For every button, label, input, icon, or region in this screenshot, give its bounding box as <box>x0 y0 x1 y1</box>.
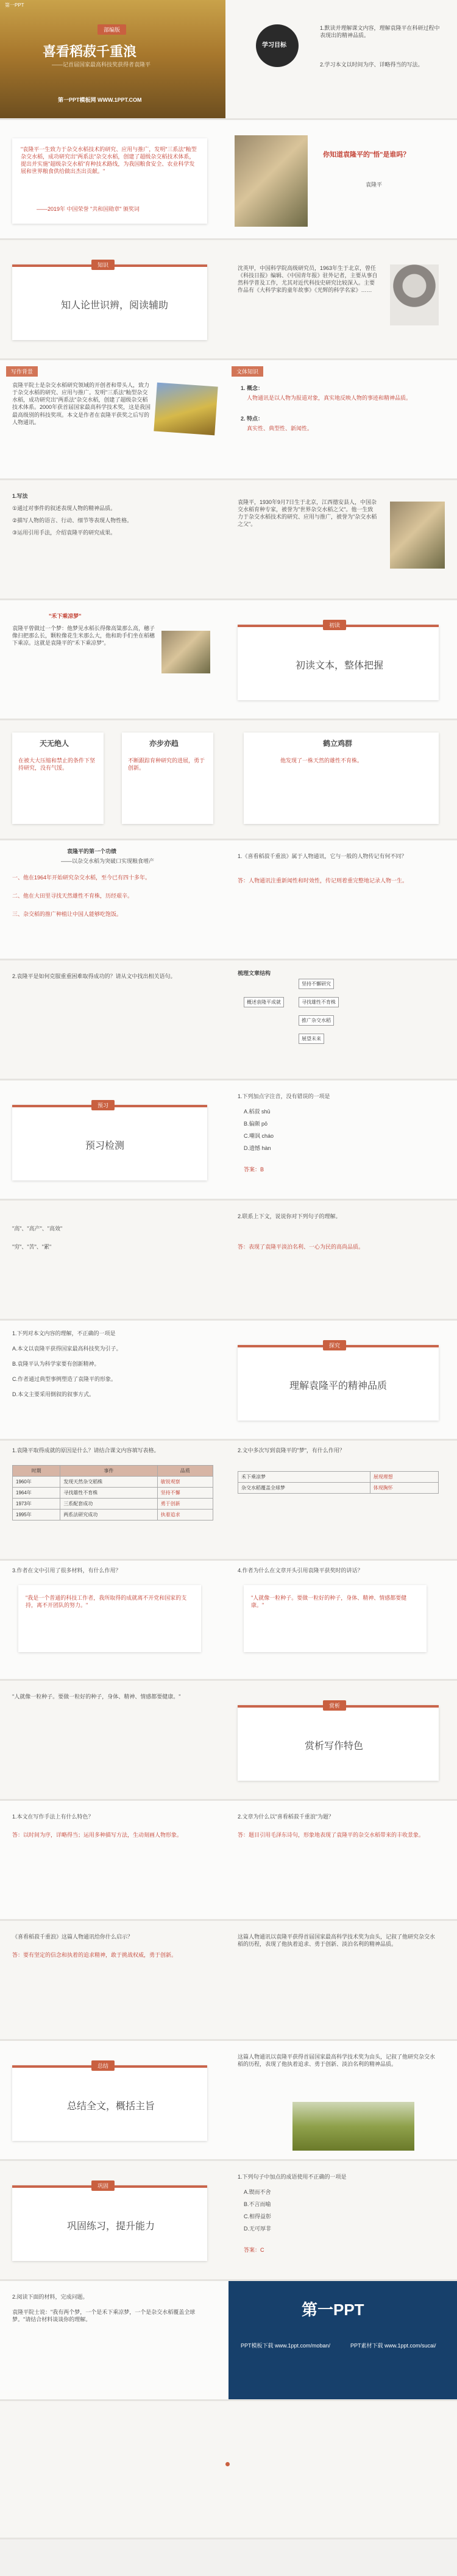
cover-badge: 部编版 <box>97 24 126 35</box>
goal-1: 1.默读并理解课文内容，理解袁隆平在科研过程中表现出的精神品质。 <box>320 25 440 39</box>
art-question-2: 4.作者为什么在文章开头引用袁隆平获奖时的讲话？ <box>238 1567 363 1574</box>
goal-2: 2.学习本文以时间为序、详略得当的写法。 <box>320 62 423 68</box>
art-quote: "我是一个普通的科技工作者，我所取得的成就离不开党和国家的支持，离不开团队的努力。" <box>26 1595 187 1609</box>
topbar-label: 第一PPT <box>5 2 24 8</box>
table-cell: 寻找雄性不育株 <box>60 1488 157 1499</box>
page-subtitle: ——记首届国家最高科技奖获得者袁隆平 <box>52 62 151 68</box>
structure-box-1: 概述袁隆平成就 <box>244 997 284 1007</box>
slide-summary-question <box>0 1921 457 2041</box>
column-card-1 <box>12 733 104 824</box>
logo-icon <box>256 24 299 67</box>
slide-spirit <box>0 1321 457 1441</box>
slide-reading-questions <box>0 840 457 960</box>
table-cell: 1960年 <box>13 1477 60 1488</box>
practice-question: 1.下列句子中加点的成语使用不正确的一项是 <box>238 2174 347 2180</box>
column-title-1: 天无绝人 <box>40 739 69 748</box>
slide-preview <box>0 1080 457 1201</box>
footer-link-right[interactable]: PPT素材下载 www.1ppt.com/sucai/ <box>350 2343 436 2349</box>
structure-right-title: 梳理文章结构 <box>238 970 271 976</box>
structure-box-4: 推广杂交水稻 <box>299 1015 334 1026</box>
section-badge: 知识 <box>91 260 115 270</box>
practice-option-b: B.不言而喻 <box>244 2201 271 2207</box>
preview-option-d: D.遗憾 hàn <box>244 1145 271 1151</box>
section-card <box>12 264 207 340</box>
writing-item-1: ①通过对事件的叙述表现人物的精神品质。 <box>12 505 116 511</box>
genre-point-1: 1. 概念： <box>241 385 264 391</box>
art-title: 赏析写作特色 <box>305 1741 364 1751</box>
spirit-item-1: A.本文以袁隆平获得国家最高科技奖为引子。 <box>12 1346 122 1352</box>
spirit-item-4: D.本文主要采用倒叙的叙事方式。 <box>12 1391 95 1397</box>
reading-item-1: 一、他在1964年开始研究杂交水稻，至今已有四十多年。 <box>12 875 151 881</box>
author-portrait <box>390 264 439 325</box>
slide-writing <box>0 480 457 600</box>
table-cell: 发现天然杂交稻株 <box>60 1477 157 1488</box>
practice-answer: 答案：C <box>244 2247 264 2253</box>
art-quote-2: "人就像一粒种子。要做一粒好的种子，身体、精神、情感都要健康。" <box>251 1595 407 1609</box>
table-header: 时期 <box>13 1466 60 1477</box>
column-title-2: 亦步亦趋 <box>149 739 179 748</box>
answer-label: 袁隆平 <box>366 182 383 188</box>
column-text-2: 不断跟踪育种研究的进展，勇于创新。 <box>128 758 205 772</box>
table-cell: 禾下乘凉梦 <box>238 1472 370 1483</box>
genre-point-3: 2. 特点： <box>241 416 264 422</box>
slide-background <box>0 360 457 480</box>
practice-option-c: C.相得益彰 <box>244 2213 272 2219</box>
end-dot-icon <box>225 2462 230 2466</box>
practice-badge: 巩固 <box>91 2180 115 2191</box>
table-row <box>13 1488 213 1499</box>
summary-para-repeat: 这篇人物通讯以袁隆平获得首届国家最高科学技术奖为由头，记叙了他研究杂交水稻的历程，表现了他执着追求、勇于创新、淡泊名利的精神品质。 <box>238 1934 436 1948</box>
quote-item-1: "高"、"高产"、"高效" <box>12 1226 63 1232</box>
slide-final <box>0 2281 457 2401</box>
field-photo <box>292 2102 414 2151</box>
preview-option-c: C.嘲讽 cháo <box>244 1133 274 1139</box>
quote-card <box>12 138 207 224</box>
slide-quotes <box>0 1201 457 1321</box>
preview-answer: 答案：B <box>244 1166 264 1173</box>
quote-source: ——2019年 中国荣誉 "共和国勋章" 颁奖词 <box>37 206 140 212</box>
slide-columns <box>0 720 457 840</box>
rice-field-image <box>154 383 218 436</box>
genre-tag: 文体知识 <box>232 366 263 377</box>
writing-item-2: ②描写人物的语言、行动、细节等表现人物性格。 <box>12 517 133 523</box>
slide-rhetoric <box>0 1801 457 1921</box>
table-cell: 两系法研究成功 <box>60 1510 157 1520</box>
slide-table <box>0 1441 457 1561</box>
practice-option-d: D.无可厚非 <box>244 2226 272 2232</box>
preview-question: 1.下列加点字注音，没有错误的一项是 <box>238 1093 330 1099</box>
reading-item-3: 三、杂交稻的推广种植让中国人能够吃饱饭。 <box>12 911 122 917</box>
preview-title: 预习检测 <box>85 1141 125 1151</box>
art-badge: 赏析 <box>323 1700 346 1711</box>
footer-logo: 第一PPT <box>302 2301 364 2319</box>
column-card-2 <box>122 733 213 824</box>
table-cell: 1973年 <box>13 1499 60 1510</box>
table-cell: 1995年 <box>13 1510 60 1520</box>
final-question: 2.阅读下面的材料，完成问题。 <box>12 2294 88 2300</box>
quote-text: "袁隆平一生致力于杂交水稻技术的研究、应用与推广，发明"三系法"籼型杂交水稻，成功研究出"两系法"杂交水稻，创建了超级杂交稻技术体系，提出并实施"超级杂交水稻"育种技术路线，为我国粮食安全、农业科学发展和世界粮食供给做出杰出贡献。" <box>21 146 197 175</box>
structure-question: 2.袁隆平是如何克服重重困难取得成功的？请从文中找出相关语句。 <box>12 973 176 979</box>
preview-option-a: A.稻菽 shū <box>244 1109 271 1115</box>
summary-badge: 总结 <box>91 2060 115 2071</box>
practice-option-a: A.锲而不舍 <box>244 2189 271 2195</box>
preview-card <box>12 1102 207 1180</box>
rhetoric-answer: 答：以时间为序，详略得当；运用多种描写方法，生动刻画人物形象。 <box>12 1832 183 1838</box>
reading-answer-right: 答：人物通讯注重新闻性和时效性，传记则着重完整地记录人物一生。 <box>238 878 408 884</box>
column-title-3: 鹤立鸡群 <box>323 739 353 748</box>
reading-item-2: 二、他在大田里寻找天然雄性不育株，历经艰辛。 <box>12 893 133 899</box>
table-cell: 体现胸怀 <box>370 1483 438 1494</box>
table-cell: 展现理想 <box>370 1472 438 1483</box>
dream-photo <box>161 631 210 673</box>
reading-header: 袁隆平的第一个功绩 <box>67 848 117 854</box>
column-text-1: 在被大大压缩和禁止的条件下坚持研究，没有气馁。 <box>18 758 96 772</box>
table-cell: 执着追求 <box>157 1510 213 1520</box>
column-text-3: 他发现了一株天然的雄性不育株。 <box>280 758 363 764</box>
summary-title: 总结全文，概括主旨 <box>67 2101 155 2112</box>
spirit-title: 理解袁隆平的精神品质 <box>289 1381 388 1391</box>
table-row <box>13 1477 213 1488</box>
table-header: 事件 <box>60 1466 157 1477</box>
table-cell: 三系配套成功 <box>60 1499 157 1510</box>
section-title: 知人论世识辨，阅读辅助 <box>61 300 169 311</box>
slide-section-reading <box>0 240 457 360</box>
slide-structure <box>0 960 457 1080</box>
reading-question-right: 1.《喜看稻菽千重浪》属于人物通讯，它与一般的人物传记有何不同？ <box>238 853 407 859</box>
art-quote-card <box>18 1585 201 1652</box>
slide-cover <box>0 0 457 120</box>
slide-practice <box>0 2161 457 2281</box>
art-quote-repeat: "人就像一粒种子。要做一粒好的种子，身体、精神、情感都要健康。" <box>12 1694 181 1700</box>
final-text: 袁隆平院士说："我有两个梦，一个是禾下乘凉梦，一个是杂交水稻覆盖全球梦。"请结合材料谈谈你的理解。 <box>12 2309 196 2323</box>
structure-box-3: 寻找雄性不育株 <box>299 997 339 1007</box>
dream-text: 袁隆平曾做过一个梦：他梦见水稻长得像高粱那么高，穗子像扫把那么长，颗粒像花生米那么大，他和助手们坐在稻穗下乘凉。这就是袁隆平的"禾下乘凉梦"。 <box>12 625 155 647</box>
page-title: 喜看稻菽千重浪 <box>43 44 137 59</box>
question-text: 你知道袁隆平的"悟"是谁吗？ <box>323 151 410 158</box>
table-question-right: 2.文中多次写到袁隆平的"梦"，有什么作用？ <box>238 1447 345 1453</box>
spirit-question: 1.下列对本文内容的理解，不正确的一项是 <box>12 1330 116 1336</box>
background-text: 袁隆平院士是杂交水稻研究领域的开创者和带头人，致力于杂交水稻的研究、应用与推广。发明"三系法"籼型杂交水稻，成功研究出"两系法"杂交水稻，创建了超级杂交稻技术体系。2000年获首届国家最高科学技术奖，这是我国最高级别的科技奖项。本文是作者在袁隆平获奖之后写的人物通讯。 <box>12 382 151 425</box>
art-question: 3.作者在文中引用了很多材料，有什么作用？ <box>12 1567 121 1574</box>
quote-answer: 答：表现了袁隆平淡泊名利、一心为民的高尚品质。 <box>238 1244 364 1250</box>
writing-title: 1.写法 <box>12 493 28 499</box>
table-row <box>13 1499 213 1510</box>
spirit-item-2: B.袁隆平认为科学家要有创新精神。 <box>12 1361 100 1367</box>
table-question: 1.袁隆平取得成就的原因是什么？请结合课文内容填写表格。 <box>12 1447 160 1453</box>
table-cell: 敏锐观察 <box>157 1477 213 1488</box>
summary-answer: 答：要有坚定的信念和执着的追求精神，敢于挑战权威，勇于创新。 <box>12 1952 177 1958</box>
person-photo <box>390 502 445 569</box>
site-label: 第一PPT模板网 WWW.1PPT.COM <box>58 97 142 103</box>
art-quote-card-2 <box>244 1585 427 1652</box>
genre-point-4: 真实性、典型性、新闻性。 <box>247 425 313 431</box>
rhetoric-question: 1.本文在写作手法上有什么特色？ <box>12 1814 94 1820</box>
first-read-badge: 初读 <box>323 620 346 630</box>
spirit-badge: 探究 <box>323 1340 346 1350</box>
table-row <box>238 1483 439 1494</box>
summary-para: 这篇人物通讯以袁隆平获得首届国家最高科学技术奖为由头，记叙了他研究杂交水稻的历程，表现了他执着追求、勇于创新、淡泊名利的精神品质。 <box>238 2054 436 2068</box>
spirit-card <box>238 1345 439 1421</box>
structure-box-5: 展望未来 <box>299 1034 324 1044</box>
slide-tail <box>0 2401 457 2539</box>
quote-question: 2.联系上下文，说说你对下列句子的理解。 <box>238 1213 341 1219</box>
summary-question: 《喜看稻菽千重浪》这篇人物通讯给你什么启示？ <box>12 1934 133 1940</box>
slide-art-quotes <box>0 1561 457 1681</box>
table-cell: 勇于创新 <box>157 1499 213 1510</box>
rhetoric-question-right: 2.文章为什么以"喜看稻菽千重浪"为题？ <box>238 1814 334 1820</box>
person-text: 袁隆平，1930年9月7日生于北京，江西德安县人，中国杂交水稻育种专家，被誉为"世界杂交水稻之父"。他一生致力于杂交水稻技术的研究、应用与推广，被誉为"杂交水稻之父"。 <box>238 499 377 528</box>
footer-link-left[interactable]: PPT模板下载 www.1ppt.com/moban/ <box>241 2343 331 2349</box>
table-cell: 杂交水稻覆盖全球梦 <box>238 1483 370 1494</box>
slide-intro <box>0 120 457 240</box>
first-read-title: 初读文本，整体把握 <box>296 661 384 671</box>
practice-title: 巩固练习，提升能力 <box>67 2221 155 2232</box>
summary-card <box>12 2065 207 2141</box>
reading-sub: ——以杂交水稻为突破口实现粮食增产 <box>61 858 155 864</box>
table-header: 品质 <box>157 1466 213 1477</box>
preview-badge: 预习 <box>91 1100 115 1110</box>
table-row <box>13 1510 213 1520</box>
writing-item-3: ③运用引用手法，介绍袁隆平的研究成果。 <box>12 530 116 536</box>
logo-text: 学习目标 <box>262 42 286 49</box>
genre-point-2: 人物通讯是以人物为报道对象，真实地反映人物的事迹和精神品质。 <box>247 395 412 401</box>
achievement-table <box>12 1465 213 1520</box>
table-cell: 1964年 <box>13 1488 60 1499</box>
background-tag: 写作背景 <box>6 366 38 377</box>
table-cell: 坚持不懈 <box>157 1488 213 1499</box>
author-bio: 沈英甲，中国科学院高级研究员，1963年生于北京，曾任《科技日报》编辑、《中国青年报》驻外记者，主要从事自然科学普及工作，尤其对近代科技史研究比较深入。主要作品有《大科学家的童年故事》《光辉的科学名家》…… <box>238 265 378 294</box>
dream-header: "禾下乘凉梦" <box>49 613 82 619</box>
structure-box-2: 坚持不懈研究 <box>299 979 334 989</box>
dream-table <box>238 1471 439 1494</box>
footer-panel <box>228 2281 457 2401</box>
spirit-item-3: C.作者通过典型事例塑造了袁隆平的形象。 <box>12 1376 117 1382</box>
slide-summary-section <box>0 2041 457 2161</box>
table-row <box>238 1472 439 1483</box>
yuan-photo <box>235 135 308 227</box>
slide-art-section <box>0 1681 457 1801</box>
preview-option-b: B.偏颇 pō <box>244 1121 268 1127</box>
first-read-card <box>238 622 439 700</box>
art-card <box>238 1705 439 1781</box>
slide-first-read <box>0 600 457 720</box>
practice-card <box>12 2185 207 2261</box>
column-card-3 <box>244 733 439 824</box>
rhetoric-answer-right: 答：题目引用毛泽东诗句，形象地表现了袁隆平的杂交水稻带来的丰收景象。 <box>238 1832 425 1838</box>
quote-item-2: "穷"、"苦"、"累" <box>12 1244 52 1250</box>
